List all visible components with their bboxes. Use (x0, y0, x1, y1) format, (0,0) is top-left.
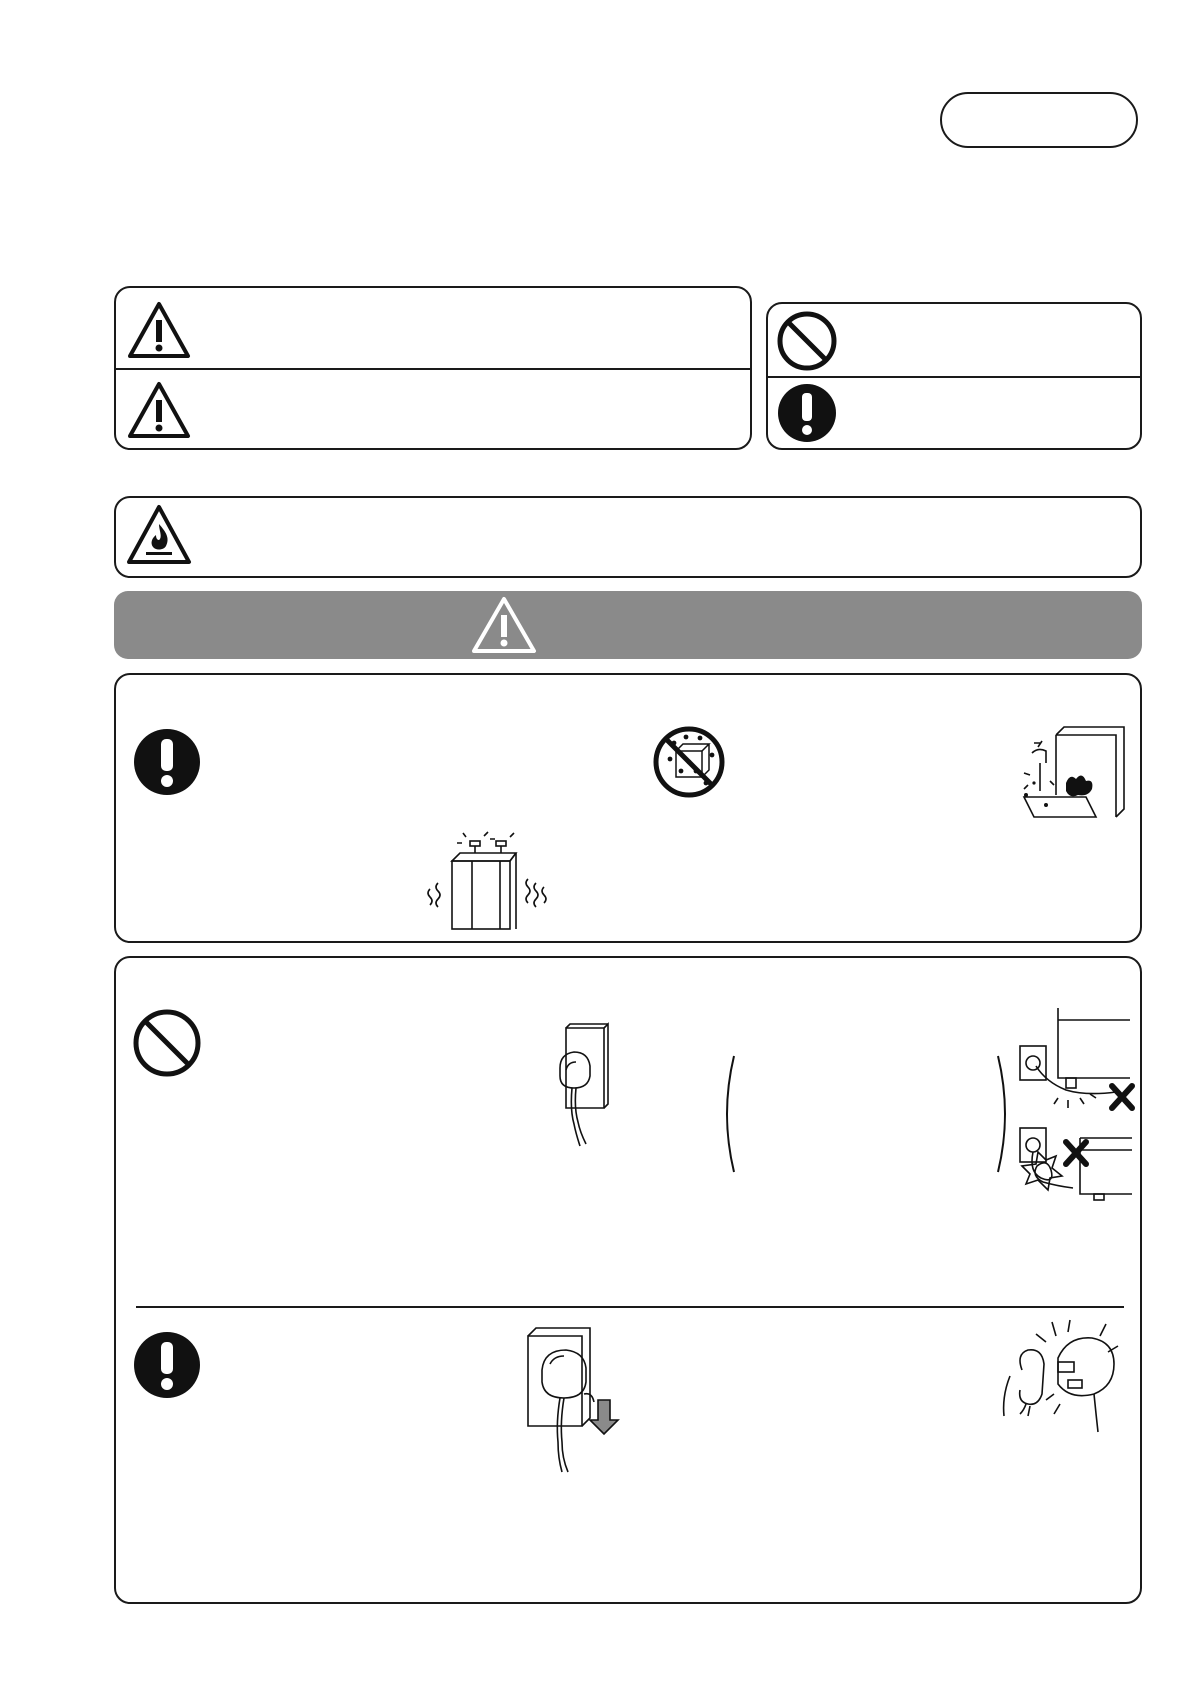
plug-in-socket-illustration (546, 1020, 646, 1155)
mandatory-exclamation-icon (776, 382, 838, 444)
symbol-legend (766, 302, 1142, 450)
power-cord-warning-panel (114, 956, 1142, 1604)
left-parenthesis (714, 1054, 754, 1174)
flammable-refrigerant-notice (114, 496, 1142, 578)
mandatory-exclamation-icon (132, 1330, 202, 1400)
warning-banner-triangle-icon (470, 594, 538, 656)
warning-triangle-icon (126, 300, 192, 360)
prohibition-icon (776, 310, 838, 372)
caution-triangle-icon (126, 380, 192, 440)
warning-banner (114, 591, 1142, 659)
prohibition-icon (132, 1008, 202, 1078)
flammable-hazard-icon (126, 504, 192, 566)
mandatory-exclamation-icon (132, 727, 202, 797)
panel-separator (136, 1306, 1124, 1308)
section-tab (940, 92, 1138, 148)
pull-plug-illustration (520, 1324, 630, 1479)
clean-plug-illustration (996, 1318, 1126, 1443)
installation-warning-panel (114, 673, 1142, 943)
signal-word-legend (114, 286, 752, 450)
no-water-icon (652, 725, 726, 799)
damaged-cord-illustration (1008, 1008, 1138, 1223)
water-splash-illustration (1016, 725, 1140, 830)
ventilation-clearance-illustration (416, 831, 556, 936)
